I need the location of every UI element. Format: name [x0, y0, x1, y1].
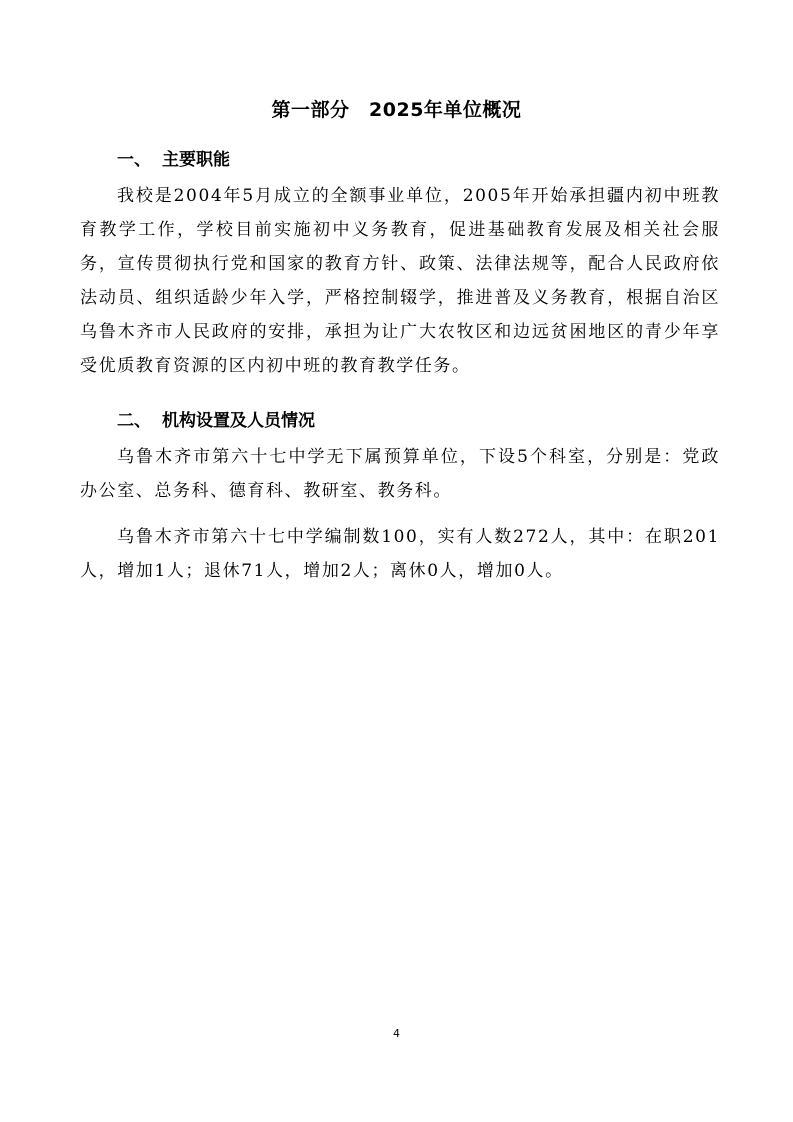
- paragraph-departments: 乌鲁木齐市第六十七中学无下属预算单位，下设5个科室，分别是：党政办公室、总务科、德育科、教研室、教务科。: [80, 447, 720, 501]
- section-number: 二、: [117, 411, 151, 431]
- page-title: 第一部分 2025年单位概况: [271, 99, 522, 121]
- section-heading-text: 主要职能: [162, 150, 230, 170]
- section-number: 一、: [117, 150, 151, 170]
- paragraph-main-functions: 我校是2004年5月成立的全额事业单位，2005年开始承担疆内初中班教育教学工作，学校目前实施初中义务教育，促进基础教育发展及相关社会服务，宣传贯彻执行党和国家的教育方针、政策、法律法规等，配合人民政府依法动员、组织适龄少年入学，严格控制辍学，推进普及义务教育，根据自治区乌鲁木齐市人民政府的安排，承担为让广大农牧区和边远贫困地区的青少年享受优质教育资源的区内初中班的教育教学任务。: [80, 186, 720, 376]
- page-number: 4: [393, 1027, 400, 1040]
- section-heading-text: 机构设置及人员情况: [162, 411, 315, 431]
- section-heading-main-functions: [117, 147, 230, 173]
- section-heading-organization: [117, 408, 315, 434]
- paragraph-staffing: 乌鲁木齐市第六十七中学编制数100，实有人数272人，其中：在职201人，增加1人；退休71人，增加2人；离休0人，增加0人。: [80, 527, 720, 581]
